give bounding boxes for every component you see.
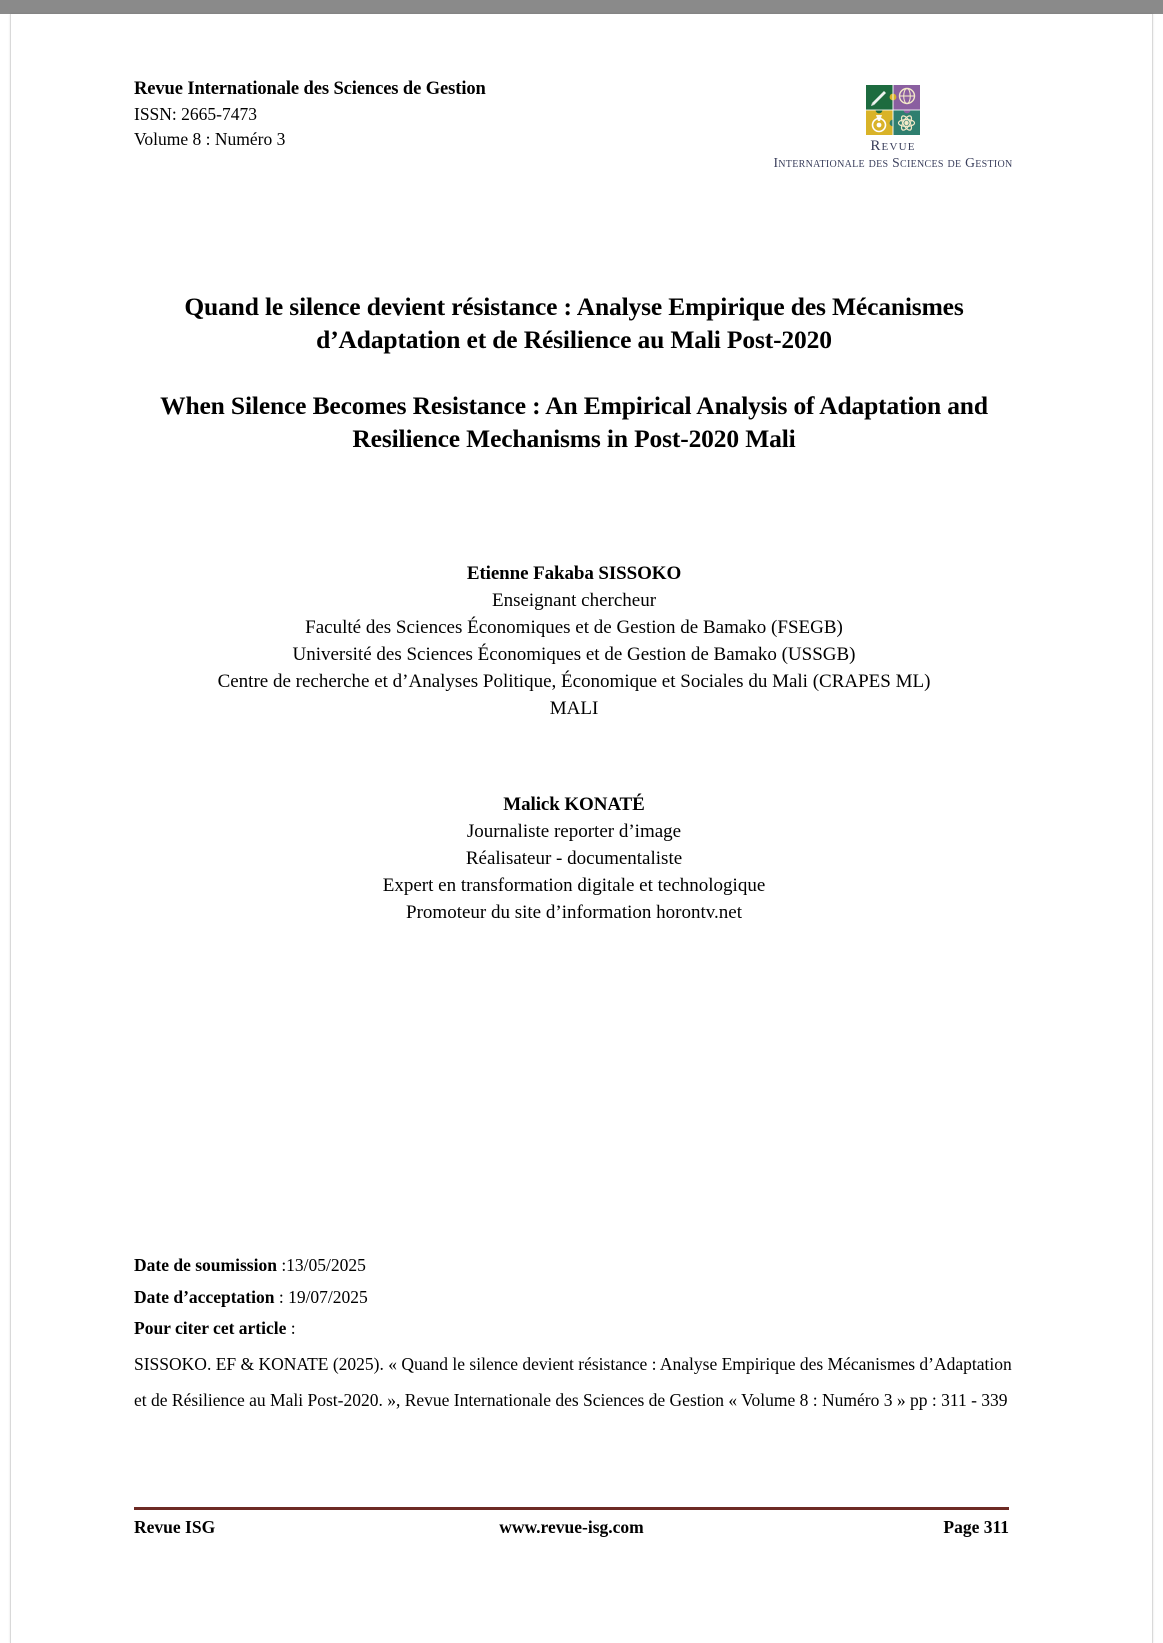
viewer-top-bar [0,0,1163,14]
page-content-area [134,14,1014,1643]
footer-journal-short: Revue ISG [134,1517,216,1537]
citation-label-suffix: : [286,1318,296,1338]
page-footer [134,1517,1009,1538]
acceptance-date-label: Date d’acceptation [134,1286,275,1307]
acceptance-date-row [134,1286,1014,1307]
article-metadata [134,1257,1014,1352]
page-header [134,76,1014,171]
puzzle-logo-icon [865,84,921,136]
document-page [10,14,1153,1643]
footer-website[interactable]: www.revue-isg.com [499,1517,644,1537]
author-name: Etienne Fakaba SISSOKO [466,563,682,584]
article-title-french: Quand le silence devient résistance : Analyse Empirique des Mécanismes d’Adaptation et de Résilience au Mali Post-2020 [184,292,964,355]
article-title-english: When Silence Becomes Resistance : An Empirical Analysis of Adaptation and Resilience Mechanisms in Post-2020 Mali [160,391,988,454]
journal-volume-issue: Volume 8 : Numéro 3 [134,129,286,150]
citation-label: Pour citer cet article [134,1318,287,1338]
journal-title: Revue Internationale des Sciences de Gestion [134,79,486,99]
author-affiliation: Réalisateur - documentaliste [465,847,683,869]
logo-subtitle: Internationale des Sciences de Gestion [773,155,1013,170]
footer-page-number: Page 311 [943,1517,1009,1537]
author-affiliation: Promoteur du site d’information horontv.net [406,901,742,923]
author-block-1 [134,561,1014,723]
journal-identity [134,76,486,152]
submission-date-value: :13/05/2025 [276,1255,366,1275]
author-affiliation: Expert en transformation digitale et technologique [382,874,766,896]
journal-logo [772,84,1014,171]
author-affiliation: Centre de recherche et d’Analyses Politique, Économique et Sociales du Mali (CRAPES ML) [217,670,931,692]
citation-text: SISSOKO. EF & KONATE (2025). « Quand le silence devient résistance : Analyse Empirique des Mécanismes d’Adaptation et de Résilience au Mali Post-2020. », Revue Internationale des Sciences de Gestion « Volume 8 : Numéro 3 » pp : 311 - 339 [134,1354,1012,1410]
acceptance-date-value: : 19/07/2025 [274,1286,368,1307]
author-affiliation: MALI [549,697,599,719]
author-affiliation: Enseignant chercheur [491,589,657,611]
citation-heading-row [134,1320,1014,1338]
logo-revue-word: Revue [870,138,916,154]
author-affiliation: Journaliste reporter d’image [466,820,682,842]
author-name: Malick KONATÉ [503,794,645,815]
journal-issn: ISSN: 2665-7473 [134,104,257,125]
author-block-2 [134,792,1014,927]
author-affiliation: Université des Sciences Économiques et de Gestion de Bamako (USSGB) [292,643,856,665]
submission-date-row [134,1257,1014,1275]
footer-divider [134,1507,1009,1510]
author-affiliation: Faculté des Sciences Économiques et de Gestion de Bamako (FSEGB) [305,616,843,638]
submission-date-label: Date de soumission [134,1255,277,1275]
